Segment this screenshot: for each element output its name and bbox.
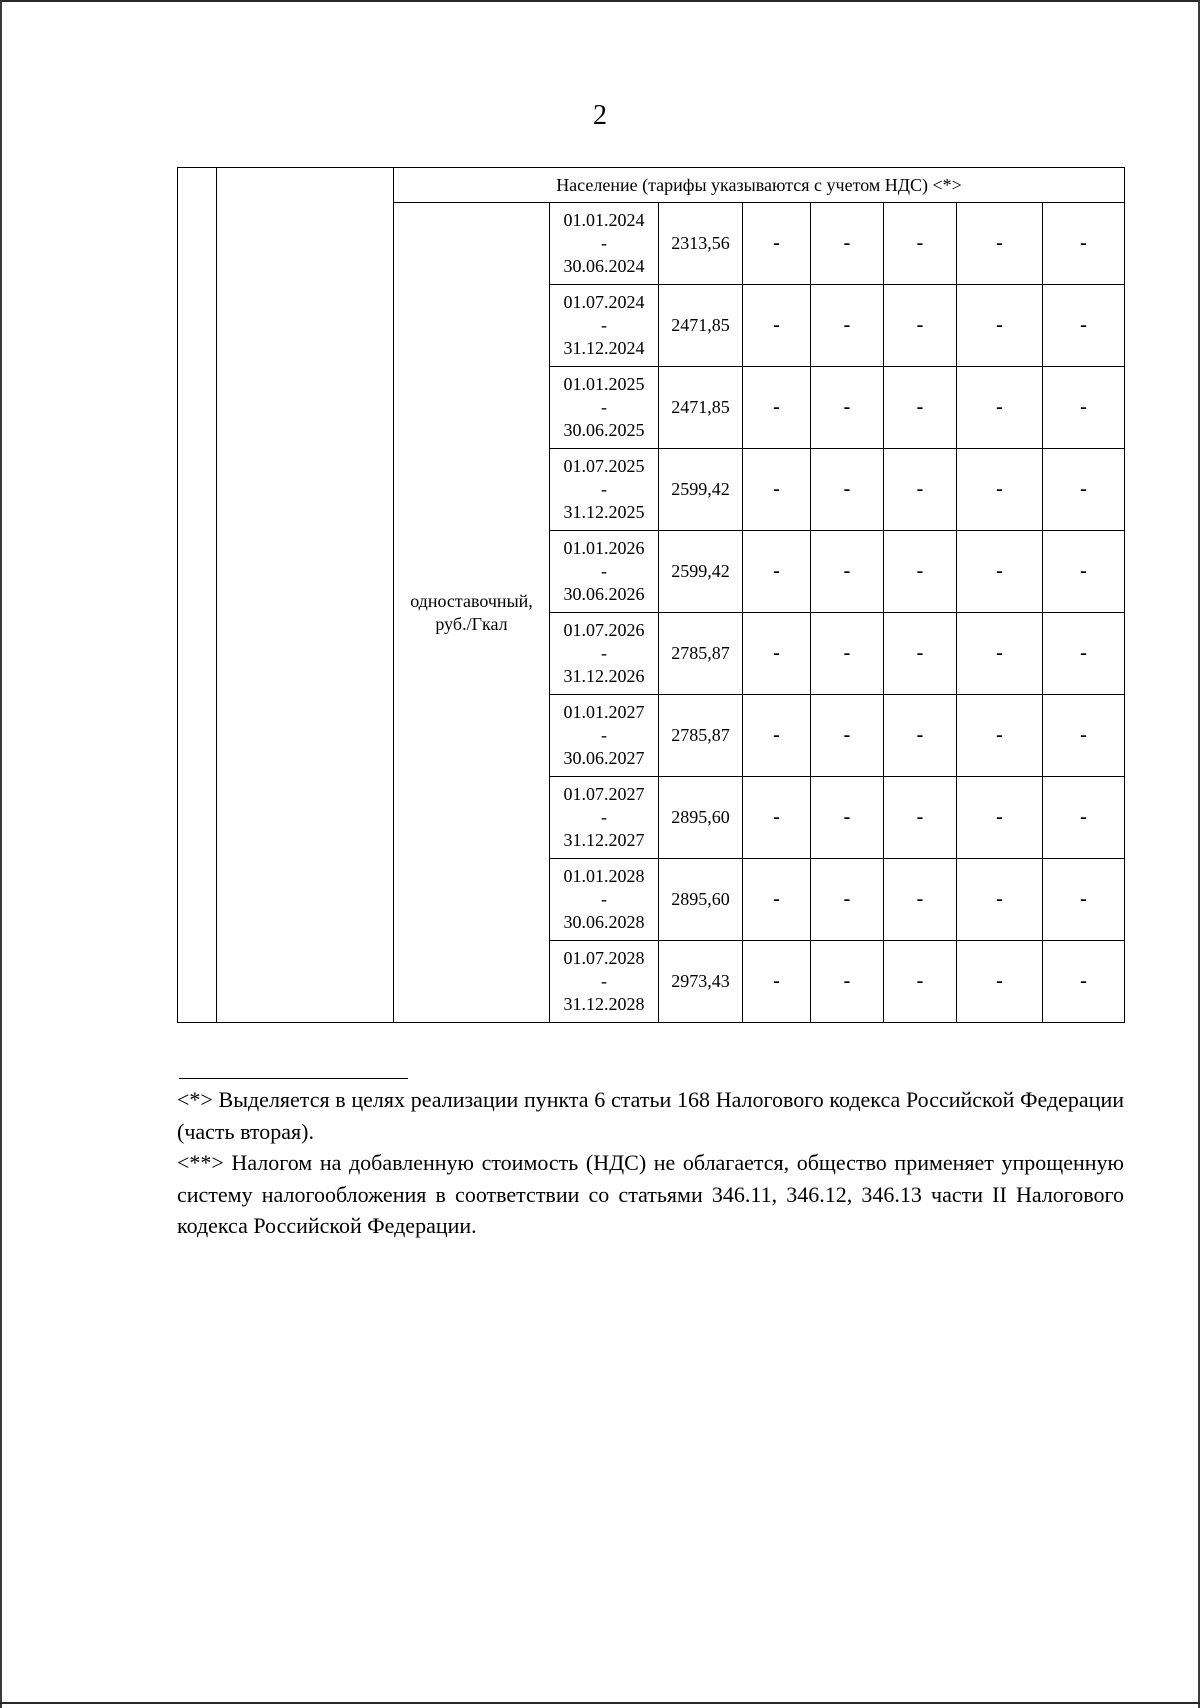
empty-value-cell: - [1043, 613, 1125, 695]
rate-cell: 2471,85 [659, 285, 743, 367]
empty-value-cell: - [1043, 859, 1125, 941]
period-separator: - [601, 479, 607, 499]
empty-value-cell: - [811, 859, 884, 941]
tariff-table [177, 167, 1125, 1023]
period-from: 01.01.2027 [563, 702, 645, 722]
empty-value-cell: - [743, 367, 811, 449]
rate-cell: 2973,43 [659, 941, 743, 1023]
period-from: 01.01.2028 [563, 866, 645, 886]
empty-value-cell: - [811, 695, 884, 777]
empty-value-cell: - [884, 695, 957, 777]
empty-value-cell: - [743, 859, 811, 941]
rate-cell: 2785,87 [659, 695, 743, 777]
period-separator: - [601, 315, 607, 335]
blank-col-1 [178, 168, 217, 1023]
empty-value-cell: - [811, 449, 884, 531]
rate-cell: 2599,42 [659, 531, 743, 613]
empty-value-cell: - [811, 941, 884, 1023]
period-to: 31.12.2028 [563, 994, 645, 1014]
empty-value-cell: - [884, 941, 957, 1023]
period-to: 30.06.2027 [563, 748, 645, 768]
period-separator: - [601, 397, 607, 417]
empty-value-cell: - [743, 203, 811, 285]
empty-value-cell: - [811, 367, 884, 449]
empty-value-cell: - [957, 285, 1043, 367]
empty-value-cell: - [811, 203, 884, 285]
period-to: 30.06.2025 [563, 420, 645, 440]
period-to: 30.06.2028 [563, 912, 645, 932]
empty-value-cell: - [884, 777, 957, 859]
period-to: 31.12.2025 [563, 502, 645, 522]
empty-value-cell: - [884, 367, 957, 449]
period-separator: - [601, 233, 607, 253]
period-to: 30.06.2026 [563, 584, 645, 604]
empty-value-cell: - [1043, 777, 1125, 859]
period-cell [550, 613, 659, 695]
empty-value-cell: - [884, 613, 957, 695]
empty-value-cell: - [743, 613, 811, 695]
period-to: 30.06.2024 [563, 256, 645, 276]
period-to: 31.12.2026 [563, 666, 645, 686]
empty-value-cell: - [1043, 367, 1125, 449]
period-separator: - [601, 643, 607, 663]
rate-cell: 2471,85 [659, 367, 743, 449]
period-from: 01.01.2025 [563, 374, 645, 394]
empty-value-cell: - [743, 449, 811, 531]
empty-value-cell: - [1043, 449, 1125, 531]
tariff-table-body [178, 168, 1125, 1023]
empty-value-cell: - [1043, 695, 1125, 777]
period-cell [550, 367, 659, 449]
empty-value-cell: - [884, 449, 957, 531]
empty-value-cell: - [957, 941, 1043, 1023]
empty-value-cell: - [957, 449, 1043, 531]
empty-value-cell: - [811, 777, 884, 859]
period-from: 01.07.2028 [563, 948, 645, 968]
empty-value-cell: - [957, 531, 1043, 613]
rate-cell: 2599,42 [659, 449, 743, 531]
empty-value-cell: - [1043, 941, 1125, 1023]
empty-value-cell: - [743, 941, 811, 1023]
period-to: 31.12.2024 [563, 338, 645, 358]
scan-border-top [0, 0, 1200, 2]
empty-value-cell: - [884, 859, 957, 941]
period-cell [550, 941, 659, 1023]
blank-col-2 [217, 168, 394, 1023]
empty-value-cell: - [811, 531, 884, 613]
period-from: 01.07.2025 [563, 456, 645, 476]
period-cell [550, 777, 659, 859]
period-from: 01.01.2024 [563, 210, 645, 230]
empty-value-cell: - [811, 285, 884, 367]
rate-cell: 2895,60 [659, 859, 743, 941]
period-from: 01.01.2026 [563, 538, 645, 558]
footnote-2: <**> Налогом на добавленную стоимость (НДС) не облагается, общество применяет упрощенную систему налогообложения в соответствии со статьями 346.11, 346.12, 346.13 части II Налогового кодекса Российской Федерации. [177, 1150, 1124, 1238]
rate-cell: 2785,87 [659, 613, 743, 695]
scan-border-bottom [0, 1702, 1200, 1704]
period-to: 31.12.2027 [563, 830, 645, 850]
rate-cell: 2313,56 [659, 203, 743, 285]
empty-value-cell: - [743, 531, 811, 613]
period-from: 01.07.2024 [563, 292, 645, 312]
scan-border-left [0, 0, 2, 1708]
empty-value-cell: - [957, 367, 1043, 449]
empty-value-cell: - [743, 777, 811, 859]
empty-value-cell: - [811, 613, 884, 695]
period-separator: - [601, 561, 607, 581]
unit-label-line1: одноставочный, [410, 590, 533, 611]
period-separator: - [601, 889, 607, 909]
group-header: Население (тарифы указываются с учетом НДС) <*> [394, 168, 1125, 203]
period-cell [550, 285, 659, 367]
empty-value-cell: - [1043, 531, 1125, 613]
footnote-separator [179, 1078, 408, 1079]
page-number: 2 [593, 100, 607, 131]
period-from: 01.07.2027 [563, 784, 645, 804]
empty-value-cell: - [957, 613, 1043, 695]
unit-label [394, 203, 550, 1023]
period-from: 01.07.2026 [563, 620, 645, 640]
table-group-header-row [178, 168, 1125, 203]
empty-value-cell: - [743, 285, 811, 367]
footnotes [177, 1084, 1124, 1242]
period-separator: - [601, 807, 607, 827]
rate-cell: 2895,60 [659, 777, 743, 859]
empty-value-cell: - [884, 285, 957, 367]
empty-value-cell: - [957, 777, 1043, 859]
period-cell [550, 203, 659, 285]
period-cell [550, 531, 659, 613]
period-separator: - [601, 971, 607, 991]
unit-label-line2: руб./Гкал [435, 613, 508, 634]
empty-value-cell: - [743, 695, 811, 777]
period-separator: - [601, 725, 607, 745]
period-cell [550, 695, 659, 777]
period-cell [550, 449, 659, 531]
empty-value-cell: - [1043, 285, 1125, 367]
period-cell [550, 859, 659, 941]
empty-value-cell: - [957, 859, 1043, 941]
empty-value-cell: - [957, 695, 1043, 777]
empty-value-cell: - [884, 531, 957, 613]
empty-value-cell: - [957, 203, 1043, 285]
empty-value-cell: - [1043, 203, 1125, 285]
empty-value-cell: - [884, 203, 957, 285]
footnote-1: <*> Выделяется в целях реализации пункта 6 статьи 168 Налогового кодекса Российской Федерации (часть вторая). [177, 1087, 1124, 1144]
